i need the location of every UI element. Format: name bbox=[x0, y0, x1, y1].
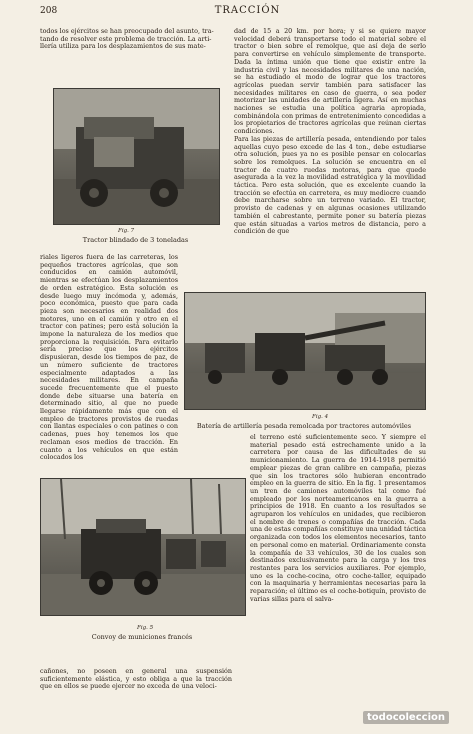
figure-caption-3: Convoy de municiones francés bbox=[91, 633, 193, 641]
armored-tractor-photo bbox=[54, 89, 219, 224]
text-right-top bbox=[234, 28, 426, 284]
paragraph: riales ligeros fuera de las carreteras, los pequeños tractores agrícolas, que son conducidos en camión automóvil, mientras se efectúan los desplazamientos de orden estratégico. Esta solución es desde luego muy incómoda y, además, poco económica, puesto que para cada pieza son necesarios en realidad dos motores, uno en el camión y otro en el tractor con patines; pero está solución la impone la naturaleza de los medios que proporciona la requisición. Para evitarlo sería preciso que los ejércitos dispusieran, desde los tiempos de paz, de un número suficiente de tractores especialmente adaptados a las necesidades militares. En campaña sucede frecuentemente que el puesto donde debe situarse una batería en determinado sitio, al que no puede llegarse rápidamente más que con el empleo de tractores provistos de ruedas con llantas especiales o con patines o con cadenas, pues hoy tenemos los que reclaman esos medios de tracción. En cuanto a los vehículos en que están colocados los bbox=[40, 253, 178, 462]
text-left-mid bbox=[40, 253, 178, 462]
figure-caption-2: Batería de artillería pesada remolcada por tractores automóviles bbox=[196, 422, 412, 430]
text-right-mid bbox=[250, 434, 426, 688]
paragraph: llería utiliza para los desplazamientos de sus mate- bbox=[40, 42, 206, 51]
paragraph: Para las piezas de artillería pesada, entendiendo por tales aquellas cuyo peso excede de las 4 ton., debe estudiarse otra solución, pues ya no es posible pensar en colocarlas sobre los remolques. La solución se encuentra en el tractor de cuatro ruedas motoras, para que quede asegurada a la vez la movilidad estratégica y la movilidad táctica. Pero esta solución, que es excelente cuando la tracción se efectúa en carretera, es muy mediocre cuando debe marcharse sobre un terreno variado. El tractor, provisto de cadenas y en algunas ocasiones utilizando también el cabrestante, permite poner su batería piezas que están situadas a varios metros de distancia, pero a condición de que bbox=[234, 134, 426, 236]
paragraph: el terreno esté suficientemente seco. Y siempre el material pesado está estrechamente unido a la carretera por causa de las dificultades de su municionamiento. La guerra de 1914-1918 permitió emplear piezas de gran calibre en campaña, piezas que sin los tractores sólo hubieran encontrado empleo en la guerra de sitio. En la fig. 1 presentamos un tren de camiones automóviles tal como fué empleado por los norteamericanos en la guerra a principios de 1918. En cuanto a los resultados se agruparon los vehículos en unidades, que recibieron el nombre de trenes o compañías de tracción. Cada una de estas compañías constituye una unidad táctica organizada con todos los elementos necesarios, tanto en personal como en material. Ordinariamente consta la compañía de 33 vehículos, 30 de los cuales son destinados exclusivamente para la carga y los tres restantes para los servicios auxiliares. Por ejemplo, uno es la coche-cocina, otro coche-taller, equipado con la maquinaria y herramientas necesarias para la reparación; el último es el coche-botiquín, provisto de varias sillas para el salva- bbox=[250, 433, 426, 603]
paragraph: todos los ejércitos se han preocupado del asunto, tra- bbox=[40, 27, 214, 35]
heavy-artillery-photo bbox=[185, 293, 425, 409]
figure-munitions-convoy bbox=[40, 478, 246, 616]
text-left-bottom bbox=[40, 668, 232, 694]
figure-number-3: Fig. 5 bbox=[137, 625, 154, 631]
page-number: 208 bbox=[40, 6, 58, 16]
page-title: TRACCIÓN bbox=[214, 5, 281, 16]
paragraph: dad de 15 a 20 km. por hora; y si se quiere mayor velocidad deberá transportarse todo el material sobre el tractor o bien sobre el remolque, que así deja de serlo para convertirse en vehículo simplemente de transporte. Dada la íntima unión que tiene que existir entre la industria civil y las necesidades militares de una nación, se ha estudiado el modo de lograr que los tractores agrícolas puedan servir también para satisfacer las necesidades militares en caso de guerra, o sea poder motorizar las unidades de artillería ligera. Así en muchas naciones se estudia una política agraria apropiada, combinándola con primas de entretenimiento concedidas a los propietarios de tractores agrícolas que reúnan ciertas condiciones. bbox=[234, 27, 426, 136]
munitions-convoy-photo bbox=[41, 479, 245, 615]
figure-heavy-artillery bbox=[184, 292, 426, 410]
text-left-top bbox=[40, 28, 222, 76]
paragraph: tando de resolver este problema de tracción. La arti- bbox=[40, 34, 212, 43]
figure-armored-tractor bbox=[53, 88, 220, 225]
page-header bbox=[40, 4, 455, 18]
watermark: todocoleccion bbox=[363, 711, 449, 724]
figure-caption-1: Tractor blindado de 3 toneladas bbox=[82, 236, 189, 244]
figure-number-1: Fig. 7 bbox=[118, 228, 135, 234]
paragraph: cañones, no poseen en general una suspensión suficientemente elástica, y esto obliga a que la tracción que en ellos se puede ejercer no exceda de una veloci- bbox=[40, 667, 232, 691]
figure-number-2: Fig. 4 bbox=[312, 414, 329, 420]
